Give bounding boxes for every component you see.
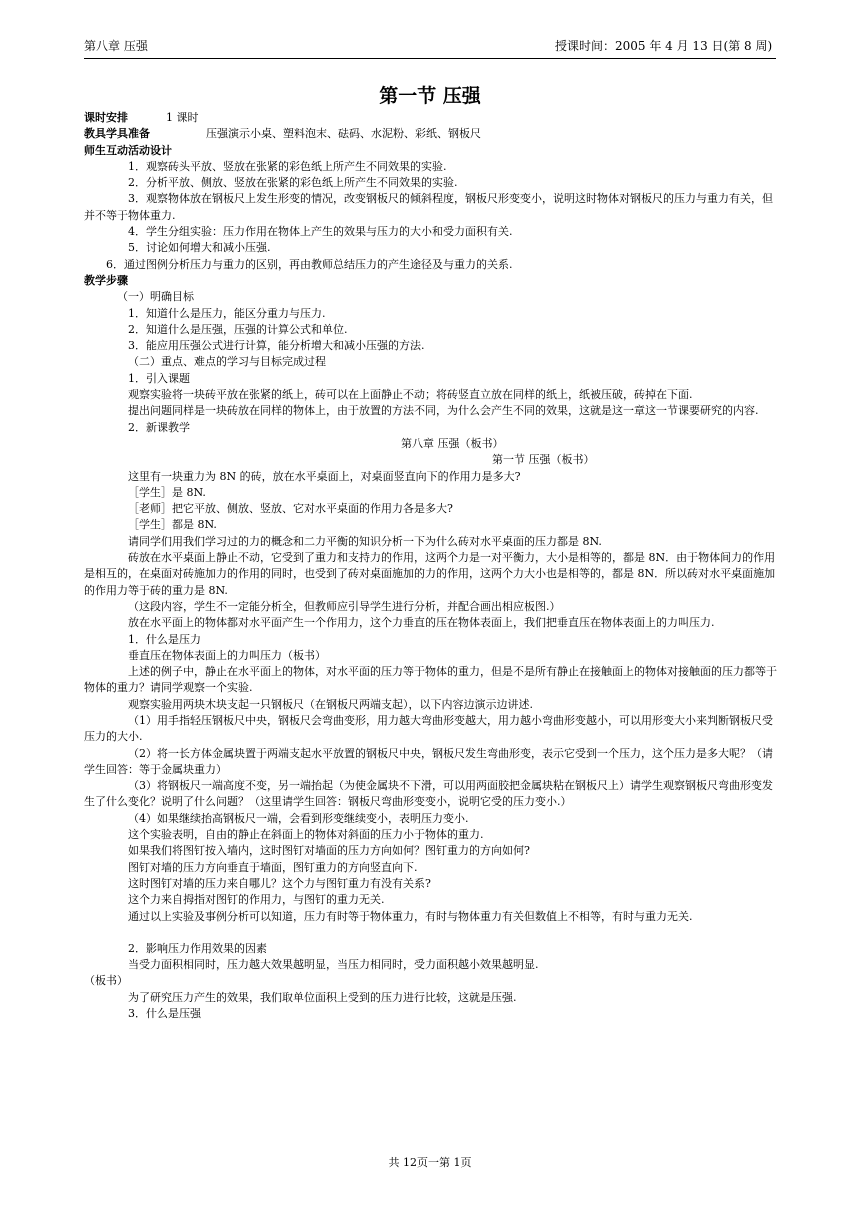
document-body — [84, 110, 777, 1022]
paragraph: 提出问题同样是一块砖放在同样的物体上，由于放置的方法不同，为什么会产生不同的效果，这就是这一章这一节课要研究的内容. — [128, 404, 759, 418]
definition: 垂直压在物体表面上的力叫压力（板书） — [128, 648, 326, 662]
activity-item: 5．讨论如何增大和减小压强. — [128, 241, 271, 255]
goal-item: 1．知道什么是压力，能区分重力与压力. — [128, 306, 326, 320]
paragraph: 通过以上实验及事例分析可以知道，压力有时等于物体重力，有时与物体重力有关但数值上不相等，有时与重力无关. — [128, 909, 693, 923]
paragraph: 如果我们将图钉按入墙内，这时图钉对墙面的压力方向如何？图钉重力的方向如何? — [128, 844, 530, 858]
paragraph: 这个实验表明，自由的静止在斜面上的物体对斜面的压力小于物体的重力. — [128, 828, 484, 842]
materials-value: 压强演示小桌、塑料泡末、砝码、水泥粉、彩纸、钢板尺 — [206, 127, 481, 141]
materials-row — [84, 126, 777, 142]
experiment-step: （2）将一长方体金属块置于两端支起水平放置的钢板尺中央，钢板尺发生弯曲形变，表示它受到一个压力，这个压力是多大呢？（请学生回答：等于金属块重力） — [84, 746, 773, 776]
dialog-line: ［学生］都是 8N. — [128, 518, 217, 532]
part2-heading: （二）重点、难点的学习与目标完成过程 — [128, 355, 326, 369]
dialog-line: ［老师］把它平放、侧放、竖放、它对水平桌面的作用力各是多大? — [128, 502, 453, 516]
activity-item: 1．观察砖头平放、竖放在张紧的彩色纸上所产生不同效果的实验. — [128, 159, 447, 173]
goal-item: 3．能应用压强公式进行计算，能分析增大和减小压强的方法. — [128, 339, 425, 353]
page-title: 第一节 压强 — [379, 85, 481, 107]
subheading: 1．什么是压力 — [128, 632, 201, 646]
goal-item: 2．知道什么是压强，压强的计算公式和单位. — [128, 322, 348, 336]
paragraph: 上述的例子中，静止在水平面上的物体，对水平面的压力等于物体的重力，但是不是所有静止在接触面上的物体对接触面的压力都等于物体的重力？请同学观察一个实验. — [84, 665, 777, 695]
dialog-line: 这里有一块重力为 8N 的砖，放在水平桌面上，对桌面竖直向下的作用力是多大? — [128, 469, 521, 483]
teacher-note: （这段内容，学生不一定能分析全，但教师应引导学生进行分析，并配合画出相应板图.） — [128, 599, 561, 613]
header-chapter: 第八章 压强 — [84, 39, 148, 53]
schedule-label: 课时安排 — [84, 111, 128, 124]
paragraph: 观察实验用两块木块支起一只钢板尺（在钢板尺两端支起），以下内容边演示边讲述. — [128, 697, 533, 711]
paragraph: 这个力来自拇指对图钉的作用力，与图钉的重力无关. — [128, 893, 385, 907]
experiment-step: （4）如果继续抬高钢板尺一端，会看到形变继续变小，表明压力变小. — [128, 811, 469, 825]
schedule-row — [84, 110, 777, 126]
activities-heading: 师生互动活动设计 — [84, 143, 172, 157]
dialog-line: 请同学们用我们学习过的力的概念和二力平衡的知识分析一下为什么砖对水平桌面的压力都是 8N. — [128, 534, 602, 548]
subheading: 3．什么是压强 — [128, 1007, 201, 1021]
paragraph: 当受力面积相同时，压力越大效果越明显，当压力相同时，受力面积越小效果越明显. — [128, 958, 539, 972]
paragraph: 为了研究压力产生的效果，我们取单位面积上受到的压力进行比较，这就是压强. — [128, 990, 517, 1004]
experiment-step: （3）将钢板尺一端高度不变，另一端抬起（为使金属块不下滑，可以用两面胶把金属块粘在钢板尺上）请学生观察钢板尺弯曲形变发生了什么变化？说明了什么问题？（这里请学生回答：钢板尺弯曲形变变小，说明它受的压力变小.） — [84, 779, 773, 809]
activity-item: 3．观察物体放在钢板尺上发生形变的情况，改变钢板尺的倾斜程度，钢板尺形变变小，说明这时物体对钢板尺的压力与重力有关，但并不等于物体重力. — [84, 192, 773, 222]
part1-heading: （一）明确目标 — [117, 290, 194, 304]
paragraph: 砖放在水平桌面上静止不动，它受到了重力和支持力的作用，这两个力是一对平衡力，大小是相等的，都是 8N．由于物体间力的作用是相互的，在桌面对砖施加力的作用的同时，也受到了砖对桌面施加的力的作用，这两个力大小也是相等的，都是 8N．所以砖对水平桌面施加的作用力等于砖的重力是 8N. — [84, 551, 776, 597]
board-section: 第一节 压强（板书） — [492, 453, 595, 467]
experiment-step: （1）用手指轻压钢板尺中央，钢板尺会弯曲变形，用力越大弯曲形变越大，用力越小弯曲形变越小，可以用形变大小来判断钢板尺受压力的大小. — [84, 713, 773, 744]
board-note: （板书） — [84, 974, 128, 988]
activity-item: 2．分析平放、侧放、竖放在张紧的彩色纸上所产生不同效果的实验. — [128, 176, 458, 190]
paragraph: 图钉对墙的压力方向垂直于墙面，图钉重力的方向竖直向下. — [128, 860, 418, 874]
header-date: 授课时间：2005 年 4 月 13 日(第 8 周) — [555, 39, 773, 53]
paragraph: 放在水平面上的物体都对水平面产生一个作用力，这个力垂直的压在物体表面上，我们把垂直压在物体表面上的力叫压力. — [128, 616, 715, 630]
new-lesson-heading: 2．新课教学 — [128, 420, 190, 434]
paragraph: 观察实验将一块砖平放在张紧的纸上，砖可以在上面静止不动；将砖竖直立放在同样的纸上，纸被压破，砖掉在下面. — [128, 388, 693, 402]
activity-item: 6．通过图例分析压力与重力的区别，再由教师总结压力的产生途径及与重力的关系. — [106, 257, 513, 271]
intro-heading: 1．引入课题 — [128, 371, 190, 385]
paragraph: 这时图钉对墙的压力来自哪儿？这个力与图钉重力有没有关系? — [128, 876, 431, 890]
materials-label: 教具学具准备 — [84, 127, 150, 141]
subheading: 2．影响压力作用效果的因素 — [128, 941, 267, 955]
board-chapter: 第八章 压强（板书） — [401, 436, 504, 450]
spacer — [84, 925, 777, 941]
steps-heading: 教学步骤 — [84, 273, 128, 287]
schedule-value: 1 课时 — [166, 111, 199, 124]
dialog-line: ［学生］是 8N. — [128, 485, 206, 499]
activity-item: 4．学生分组实验：压力作用在物体上产生的效果与压力的大小和受力面积有关. — [128, 225, 513, 239]
page-footer: 共 12页一第 1页 — [388, 1156, 472, 1169]
header-rule — [84, 58, 776, 59]
